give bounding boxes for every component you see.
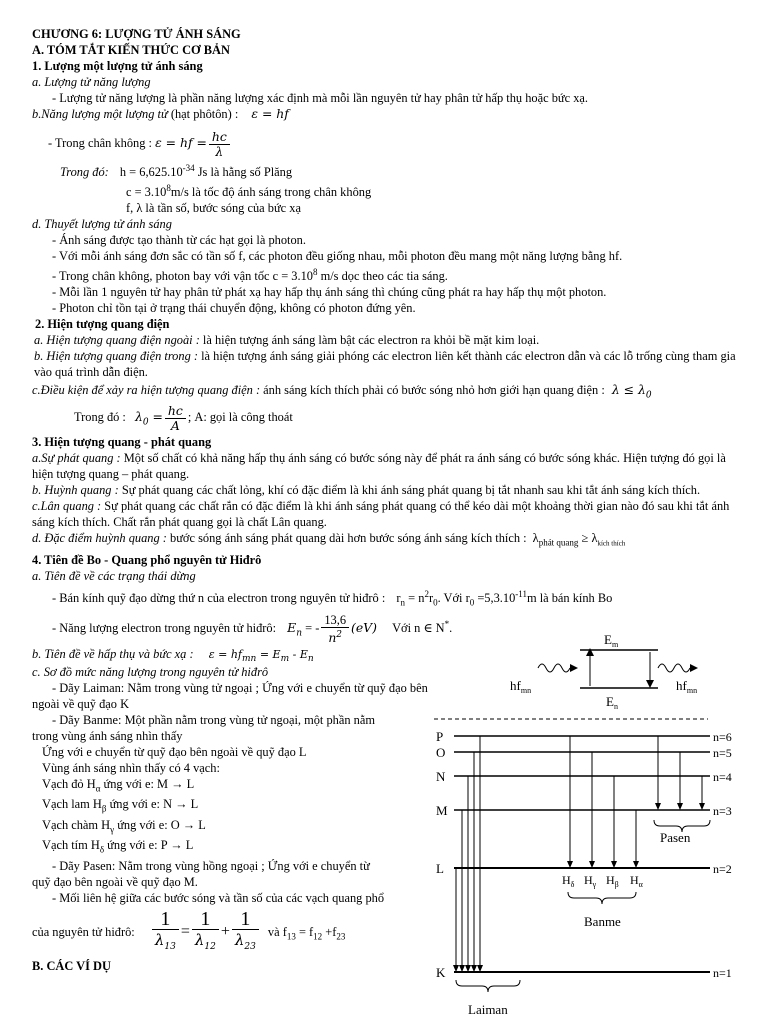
s1-d3 <box>32 264 744 284</box>
pasen-label: Pasen <box>660 830 691 845</box>
s3-d-f1-sub: phát quang <box>538 537 579 548</box>
s3-d-title: d. Đặc điểm huỳnh quang : <box>32 531 167 546</box>
balmer-line-labels <box>562 873 644 889</box>
s4-b-fb: = E <box>256 647 281 661</box>
outgoing-wave-head <box>690 664 698 672</box>
s4-a2-num: 13,6 <box>321 613 349 628</box>
s4-a2-den-wrap <box>321 628 349 645</box>
balmer-label-3: $H_\beta$ <box>606 873 619 889</box>
incoming-wave <box>538 664 570 672</box>
level-number-n=2: n=2 <box>713 862 732 876</box>
s3-d <box>32 530 744 551</box>
v3-sub: γ <box>110 824 115 835</box>
s1-d-title: d. Thuyết lượng tử ánh sáng <box>32 217 172 232</box>
s2-in-num: hc <box>165 404 186 419</box>
rel-tail-a: và f <box>267 924 287 939</box>
v1-b: ứng với e: M → L <box>100 776 195 791</box>
laiman-arrow-4-head <box>471 965 477 972</box>
s3-b-text: Sự phát quang các chất lỏng, khí có đặc điểm là khi ánh sáng phát quang bị tắt nhanh sau khi tắt ánh sáng kích thích. <box>118 483 701 498</box>
v4-b: ứng với e: P → L <box>104 838 194 853</box>
s4-c-title: c. Sơ đồ mức năng lượng trong nguyên tử hiđrô <box>32 664 269 679</box>
s2-c-formula-sub: 0 <box>645 390 652 401</box>
s4-title: 4. Tiên đề Bo - Quang phổ nguyên tử Hiđrô <box>32 552 262 567</box>
s4-l5: - Dãy Pasen: Nằm trong vùng hồng ngoại ; Ứng với e chuyển từ <box>52 858 370 873</box>
s4-a2-text: - Năng lượng electron trong nguyên tử hiđrô: <box>52 620 277 635</box>
s2-in-lhs: λ <box>134 409 143 425</box>
s4-a2-end: . <box>449 620 453 635</box>
section-a-title: A. TÓM TẮT KIẾN THỨC CƠ BẢN <box>32 43 230 57</box>
s4-l2: - Dãy Banme: Một phần nằm trong vùng tử ngoại, một phần nằm <box>52 712 375 727</box>
s2-a-text: là hiện tượng ánh sáng làm bật các electron ra khỏi bề mặt kim loại. <box>199 333 540 348</box>
where-c-tail: m/s là tốc độ ánh sáng trong chân không <box>170 185 372 200</box>
rel-tail-b: = f <box>295 924 314 939</box>
level-number-n=6: n=6 <box>713 730 732 744</box>
em-label: $E_m$ <box>604 632 619 649</box>
balmer-label-1: $H_\delta$ <box>562 873 575 889</box>
s1-title: 1. Lượng một lượng tử ánh sáng <box>32 59 203 73</box>
balmer-label-4: $H_\alpha$ <box>630 873 643 889</box>
s1-d3-a: - Trong chân không, photon bay với vận tốc c = 3.10 <box>52 269 313 284</box>
rel-frac1-num: 1 <box>152 909 179 930</box>
banme-arrow-1-head <box>567 861 573 868</box>
level-number-n=5: n=5 <box>713 746 732 760</box>
rel-d3: λ <box>234 930 245 949</box>
s4-a2-den: n <box>328 630 337 646</box>
rel-plus: + <box>220 922 230 940</box>
s2-a-title: a. Hiện tượng quang điện ngoài : <box>34 333 200 348</box>
where-c-exp: 8 <box>166 183 171 194</box>
s4-a1-tail-sub: 0 <box>469 597 475 608</box>
en-label: $E_n$ <box>606 694 618 711</box>
s2-in-tail: ; A: gọi là công thoát <box>187 410 293 425</box>
balmer-label-2: $H_\gamma$ <box>584 873 597 889</box>
s4-a1-tail-c: m là bán kính Bo <box>526 590 613 605</box>
rel-d2-sub: 12 <box>204 941 216 952</box>
pasen-arrow-3-head <box>699 803 705 810</box>
s4-a1-f-exp: 2 <box>424 588 429 599</box>
level-letter-P: P <box>436 729 444 744</box>
s4-l4: Vùng ánh sáng nhìn thấy có 4 vạch: <box>42 760 220 775</box>
level-number-n=3: n=3 <box>713 804 732 818</box>
s3-d-f1: λ <box>532 531 539 546</box>
vacuum-fraction <box>209 130 230 159</box>
level-number-n=4: n=4 <box>713 770 732 784</box>
s2-in-label: Trong đó : <box>74 410 126 425</box>
s4-b-fc: - E <box>289 647 308 661</box>
rel-tail-s3: 23 <box>336 931 346 942</box>
rel-frac1-den <box>152 930 179 957</box>
laiman-arrow-5-head <box>477 965 483 972</box>
s4-l3: Ứng với e chuyển từ quỹ đạo bên ngoài về quỹ đạo L <box>42 744 307 759</box>
s4-a2-unit: (eV) <box>351 619 377 635</box>
rel-tail-s1: 13 <box>286 931 296 942</box>
s1-d3-b: m/s dọc theo các tia sáng. <box>317 269 448 284</box>
s3-c-text: Sự phát quang các chất rắn có đặc điểm là khi ánh sáng phát quang có thể kéo dài một khoảng thời gian nào đó sau khi tắt ánh sáng kích thích. Chất rắn phát quang gọi là chất Lân quang. <box>32 499 730 530</box>
laiman-arrow-2-head <box>459 965 465 972</box>
s3-a-text: Một số chất có khả năng hấp thụ ánh sáng có bước sóng này để phát ra ánh sáng có bước sóng khác. Hiện tượng đó gọi là hiện tượng quang – phát quang. <box>32 451 726 482</box>
banme-label: Banme <box>584 914 621 929</box>
s2-b-text: là hiện tượng ánh sáng giải phóng các electron liên kết thành các electron dẫn và các lỗ trống cùng tham gia vào quá trình dẫn điện. <box>34 349 736 380</box>
s2-title: 2. Hiện tượng quang điện <box>35 317 170 332</box>
level-letter-O: O <box>436 745 446 760</box>
s3-b <box>32 482 744 498</box>
level-letter-M: M <box>436 803 448 818</box>
s4-l1b: ngoài về quỹ đạo K <box>32 696 130 711</box>
vacuum-label: - Trong chân không : <box>48 136 152 150</box>
banme-arrow-2-head <box>589 861 595 868</box>
where-c-text: c = 3.10 <box>126 185 167 200</box>
rel-frac3-den <box>232 930 259 957</box>
s1-d5: - Photon chỉ tồn tại ở trạng thái chuyển động, không có photon đứng yên. <box>52 301 416 316</box>
s2-in-fraction <box>165 404 186 433</box>
s3-title: 3. Hiện tượng quang - phát quang <box>32 435 212 450</box>
level-letter-L: L <box>436 861 444 876</box>
s2-b-title: b. Hiện tượng quang điện trong : <box>34 349 198 364</box>
laiman-label: Laiman <box>468 1002 508 1017</box>
vacuum-line <box>32 126 744 160</box>
s3-a <box>32 450 744 482</box>
s2-c <box>32 380 744 400</box>
laiman-arrow-1-head <box>453 965 459 972</box>
s3-d-text: bước sóng ánh sáng phát quang dài hơn bước sóng ánh sáng kích thích : <box>166 531 527 546</box>
pasen-arrow-2-head <box>677 803 683 810</box>
banme-arrow-3-head <box>611 861 617 868</box>
s2-c-formula: λ ≤ λ <box>611 382 646 398</box>
outgoing-wave <box>658 664 690 672</box>
s4-a1-f-r-sub: 0 <box>433 597 438 608</box>
v3-a: Vạch chàm H <box>42 817 111 832</box>
rel-frac2 <box>192 909 219 957</box>
s4-a2-tail: Với n ∈ N <box>392 620 445 635</box>
rel-frac2-num: 1 <box>192 909 219 930</box>
hydrogen-energy-level-diagram <box>432 716 748 1022</box>
s4-a1 <box>32 584 744 608</box>
rel-eq: = <box>180 922 190 940</box>
rel-tail-c: +f <box>322 924 337 939</box>
s4-b-fa: ε = hf <box>208 647 242 661</box>
rel-d1: λ <box>154 930 165 949</box>
hf-left-label: $hf_{mn}$ <box>510 678 532 695</box>
rel-tail-s2: 12 <box>313 931 323 942</box>
pasen-arrow-1-head <box>655 803 661 810</box>
s4-a2-eq: = - <box>305 620 320 635</box>
v4-sub: δ <box>99 844 105 855</box>
vacuum-formula: ε = hf = <box>155 135 207 150</box>
s1-d4: - Mỗi lần 1 nguyên tử hay phân tử phát xạ hay hấp thụ ánh sáng thì chúng cũng phát ra hay hấp thụ một photon. <box>52 285 607 300</box>
transition-arrows <box>453 736 705 972</box>
vacuum-den: λ <box>215 143 224 159</box>
rel-d2: λ <box>194 930 205 949</box>
s2-c-text: ánh sáng kích thích phải có bước sóng nhỏ hơn giới hạn quang điện : <box>260 383 605 398</box>
rel-label: của nguyên tử hiđrô: <box>32 924 135 939</box>
v2-sub: β <box>101 803 107 814</box>
s4-a-title: a. Tiên đề về các trạng thái dừng <box>32 568 196 583</box>
s2-b <box>32 348 744 380</box>
emission-absorption-diagram <box>508 628 718 714</box>
s4-b-fsub3: n <box>307 654 314 665</box>
laiman-arrow-3-head <box>465 965 471 972</box>
s4-a1-f-r: r <box>428 590 434 605</box>
s1-a-title: a. Lượng tử năng lượng <box>32 75 151 89</box>
s1-b-after: (hạt phôtôn) : <box>167 107 239 121</box>
where-h-tail: Js là hằng số Plăng <box>194 165 293 180</box>
s3-d-f2: ≥ λ <box>581 531 598 546</box>
s1-a-text: - Lượng tử năng lượng là phần năng lượng xác định mà mỗi lần nguyên tử hay phân tử hấp thụ hoặc bức xạ. <box>52 91 589 105</box>
where-f: f, λ là tần số, bước sóng của bức xạ <box>126 201 301 216</box>
s4-l5b: quỹ đạo bên ngoài về quỹ đạo M. <box>32 874 198 889</box>
s2-in-den: A <box>170 418 180 434</box>
s4-a1-tail-a: . Với r <box>437 590 470 605</box>
s4-b-fsub2: m <box>280 654 290 665</box>
v2-a: Vạch lam H <box>42 797 102 812</box>
s1-d3-exp: 8 <box>312 267 318 278</box>
rel-d3-sub: 23 <box>244 941 256 952</box>
s2-in: Trong đó : $\lambda_0$ = $\frac{hc}{A}$ ; A: gọi là công thoát <box>74 403 293 434</box>
s2-a <box>32 332 744 348</box>
v1-a: Vạch đỏ H <box>42 776 96 791</box>
s4-a1-text: - Bán kính quỹ đạo dừng thứ n của electron trong nguyên tử hiđrô : <box>52 590 386 605</box>
s4-l2b: trong vùng ánh sáng nhìn thấy <box>32 728 183 743</box>
s4-l6: - Mối liên hệ giữa các bước sóng và tần số của các vạch quang phổ <box>52 890 385 905</box>
s4-a2-lhs: E <box>287 619 297 635</box>
banme-arrow-4-head <box>633 861 639 868</box>
s3-c-title: c.Lân quang : <box>32 499 102 514</box>
banme-brace <box>568 892 636 904</box>
s4-a2-den-exp: 2 <box>336 630 343 641</box>
s3-a-title: a.Sự phát quang : <box>32 451 121 466</box>
emit-arrow-head <box>646 680 654 688</box>
rel-tail <box>267 924 346 942</box>
where-h-text: h = 6,625.10 <box>119 165 183 180</box>
s4-l1: - Dãy Laiman: Nằm trong vùng tử ngoại ; Ứng với e chuyển từ quỹ đạo bên <box>52 680 428 695</box>
s4-a1-f-mid: = n <box>405 590 425 605</box>
v3-b: ứng với e: O → L <box>114 817 206 832</box>
vacuum-num: hc <box>209 130 230 145</box>
v1-sub: α <box>95 783 101 794</box>
rel-d1-sub: 13 <box>164 941 176 952</box>
s4-a1-f-sub: n <box>400 597 406 608</box>
s4-b-formula <box>208 647 314 665</box>
s4-a1-f: r <box>396 590 401 605</box>
v2-b: ứng với e: N → L <box>106 797 199 812</box>
s1-b-title: b.Năng lượng một lượng tử <box>32 107 168 121</box>
s1-d1: - Ánh sáng được tạo thành từ các hạt gọi là photon. <box>52 233 306 248</box>
where-h <box>32 160 744 180</box>
s4-a2-tail-exp: * <box>444 618 450 629</box>
v4-a: Vạch tím H <box>42 838 100 853</box>
s3-c <box>32 498 744 530</box>
series-braces <box>456 820 710 992</box>
s3-b-title: b. Huỳnh quang : <box>32 483 119 498</box>
s4-b-title: b. Tiên đề về hấp thụ và bức xạ : <box>32 646 194 661</box>
s1-b-line <box>32 106 744 126</box>
s1-d2: - Với mỗi ánh sáng đơn sắc có tần số f, các photon đều giống nhau, mỗi photon đều mang một năng lượng bằng hf. <box>52 249 623 264</box>
s4-a1-tail-exp: -11 <box>515 588 527 599</box>
chapter-title: CHƯƠNG 6: LƯỢNG TỬ ÁNH SÁNG <box>32 27 241 41</box>
s3-d-f2-sub: kích thích <box>597 539 626 548</box>
s4-a1-tail-b: =5,3.10 <box>474 590 516 605</box>
s2-in-lhs-sub: 0 <box>142 417 149 428</box>
s4-a2-lhs-sub: n <box>296 628 302 639</box>
rel-frac2-den <box>192 930 219 957</box>
where-c <box>32 180 744 200</box>
s1-b-formula: ε = hf <box>251 106 289 121</box>
where-label: Trong đó: <box>60 165 109 180</box>
s2-c-title: c.Điều kiện để xảy ra hiện tượng quang điện : <box>32 383 261 398</box>
s4-b-fsub: mn <box>242 654 257 665</box>
rel-frac1 <box>152 909 179 957</box>
hf-right-label: $hf_{mn}$ <box>676 678 698 695</box>
s4-a2-fraction <box>321 613 349 645</box>
rel-frac3 <box>232 909 259 957</box>
level-letter-K: K <box>436 965 446 980</box>
section-b-title: B. CÁC VÍ DỤ <box>32 958 111 973</box>
level-number-n=1: n=1 <box>713 966 732 980</box>
rel-frac3-num: 1 <box>232 909 259 930</box>
where-h-exp: -34 <box>182 163 195 173</box>
laiman-brace <box>456 980 520 992</box>
incoming-wave-head <box>570 664 578 672</box>
level-letter-N: N <box>436 769 446 784</box>
